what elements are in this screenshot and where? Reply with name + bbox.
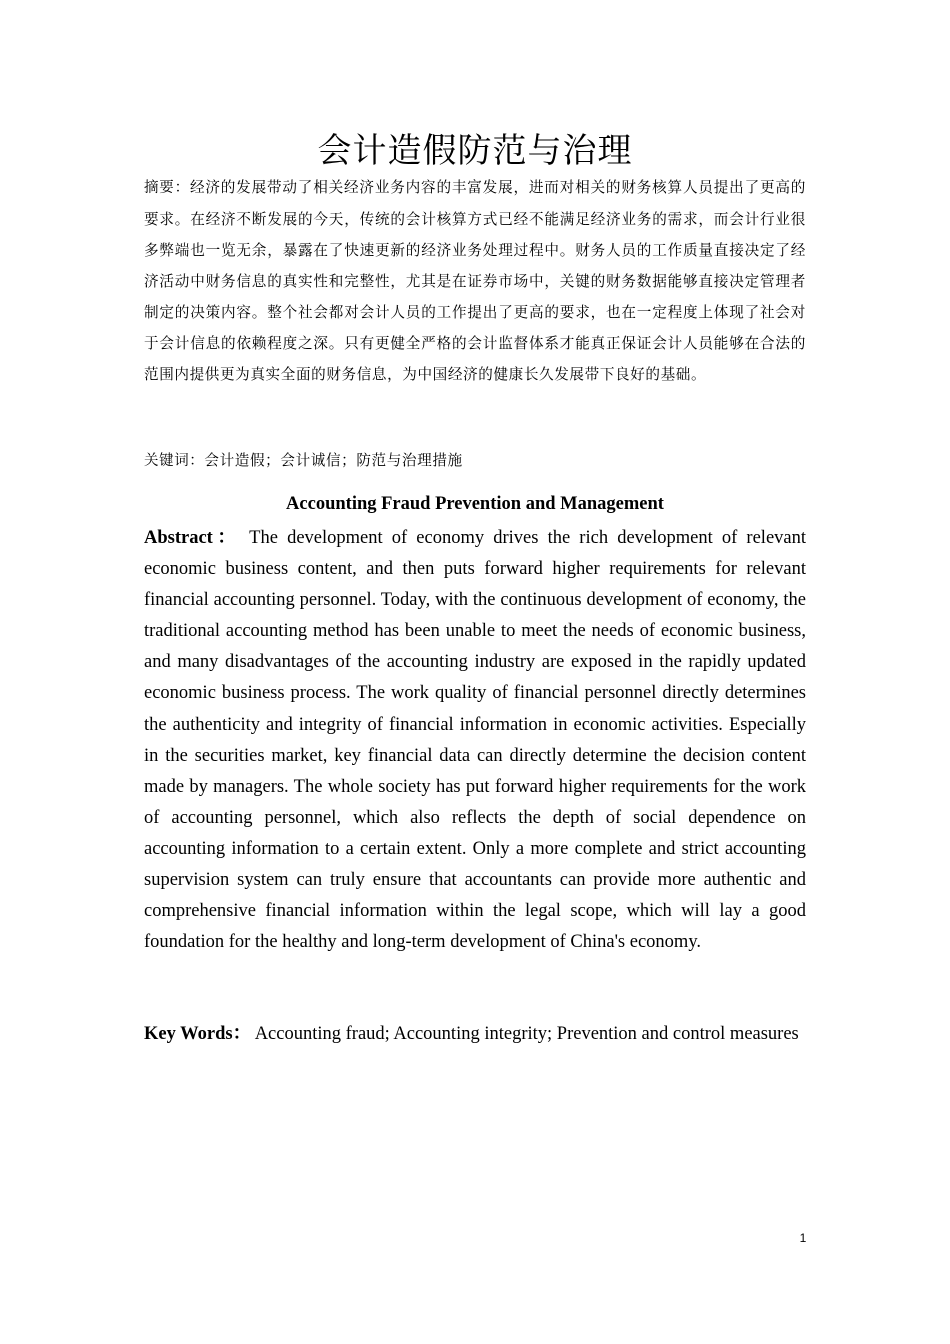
chinese-keywords xyxy=(144,445,806,477)
chinese-title: 会计造假防范与治理 xyxy=(317,131,633,171)
english-keywords-text: Accounting fraud; Accounting integrity; Prevention and control measures xyxy=(254,1024,799,1044)
chinese-abstract-label: 摘要： xyxy=(144,180,190,196)
english-keywords-label: Key Words： xyxy=(144,1024,252,1044)
chinese-keywords-label: 关键词： xyxy=(144,453,205,469)
chinese-abstract xyxy=(144,172,806,390)
chinese-abstract-text: 经济的发展带动了相关经济业务内容的丰富发展，进而对相关的财务核算人员提出了更高的要求。在经济不断发展的今天，传统的会计核算方式已经不能满足经济业务的需求，而会计行业很多弊端也一览无余，暴露在了快速更新的经济业务处理过程中。财务人员的工作质量直接决定了经济活动中财务信息的真实性和完整性，尤其是在证券市场中，关键的财务数据能够直接决定管理者制定的决策内容。整个社会都对会计人员的工作提出了更高的要求，也在一定程度上体现了社会对于会计信息的依赖程度之深。只有更健全严格的会计监督体系才能真正保证会计人员能够在合法的范围内提供更为真实全面的财务信息，为中国经济的健康长久发展带下良好的基础。 xyxy=(144,179,806,383)
english-abstract xyxy=(144,523,806,958)
chinese-keywords-text: 会计造假；会计诚信；防范与治理措施 xyxy=(204,452,463,469)
english-title: Accounting Fraud Prevention and Management xyxy=(286,494,664,514)
english-keywords xyxy=(144,1019,806,1050)
english-abstract-text: The development of economy drives the rich development of relevant economic business content, and then puts forward higher requirements for relevant financial accounting personnel. Today, with the continuous development of economy, the traditional accounting method has been unable to meet the needs of economic business, and many disadvantages of the accounting industry are exposed in the rapidly updated economic business process. The work quality of financial personnel directly determines the authenticity and integrity of financial information in economic activities. Especially in the securities market, key financial data can directly determine the decision content made by managers. The whole society has put forward higher requirements for the work of accounting personnel, which also reflects the depth of social dependence on accounting information to a certain extent. Only a more complete and strict accounting supervision system can truly ensure that accountants can provide more authentic and comprehensive financial information within the legal scope, which will lay a good foundation for the healthy and long-term development of China's economy. xyxy=(144,528,807,953)
page-number: 1 xyxy=(799,1231,807,1245)
english-abstract-label: Abstract： xyxy=(144,528,241,548)
